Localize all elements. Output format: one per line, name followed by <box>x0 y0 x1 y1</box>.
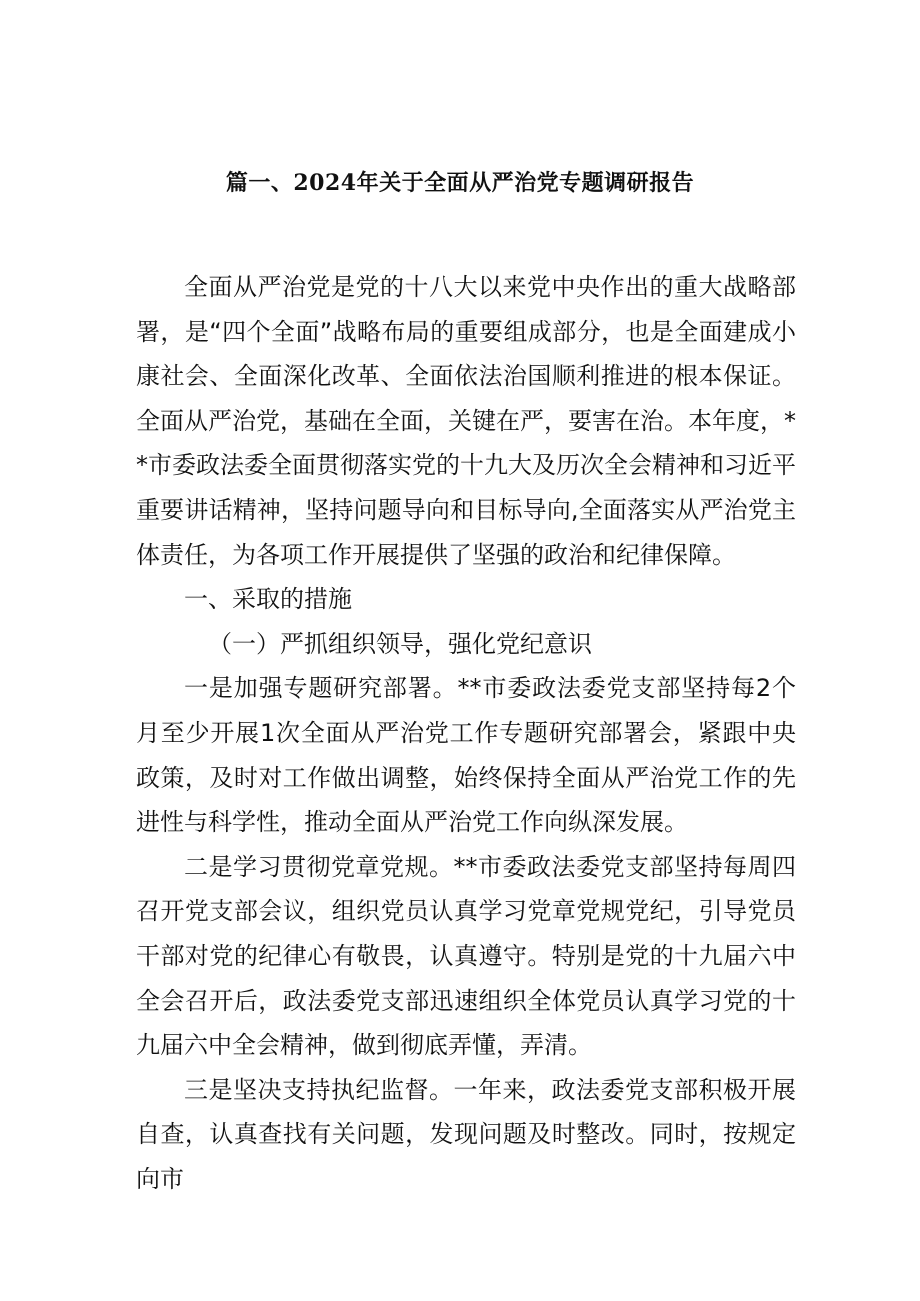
section-heading: 一、采取的措施 <box>184 585 352 614</box>
intro-paragraph: 全面从严治党是党的十八大以来党中央作出的重大战略部署，是“四个全面”战略布局的重要组成部分，也是全面建成小康社会、全面深化改革、全面依法治国顺利推进的根本保证。全面从严治党，基础在全面，关键在严，要害在治。本年度，**市委政法委全面贯彻落实党的十九大及历次全会精神和习近平重要讲话精神，坚持问题导向和目标导向,全面落实从严治党主体责任，为各项工作开展提供了坚强的政治和纪律保障。 <box>136 273 796 569</box>
document-title: 篇一、2024年关于全面从严治党专题调研报告 <box>225 170 695 196</box>
body-paragraph: 二是学习贯彻党章党规。**市委政法委党支部坚持每周四召开党支部会议，组织党员认真学习党章党规党纪，引导党员干部对党的纪律心有敬畏，认真遵守。特别是党的十九届六中全会召开后，政法委党支部迅速组织全体党员认真学习党的十九届六中全会精神，做到彻底弄懂，弄清。 <box>136 852 796 1060</box>
document-body <box>136 265 796 1201</box>
body-paragraph: 一是加强专题研究部署。**市委政法委党支部坚持每2个月至少开展1次全面从严治党工作专题研究部署会，紧跟中央政策，及时对工作做出调整，始终保持全面从严治党工作的先进性与科学性，推动全面从严治党工作向纵深发展。 <box>136 674 796 837</box>
subsection-heading: （一）严抓组织领导，强化党纪意识 <box>208 629 592 658</box>
body-paragraph: 三是坚决支持执纪监督。一年来，政法委党支部积极开展自查，认真查找有关问题，发现问题及时整改。同时，按规定向市 <box>136 1075 796 1193</box>
